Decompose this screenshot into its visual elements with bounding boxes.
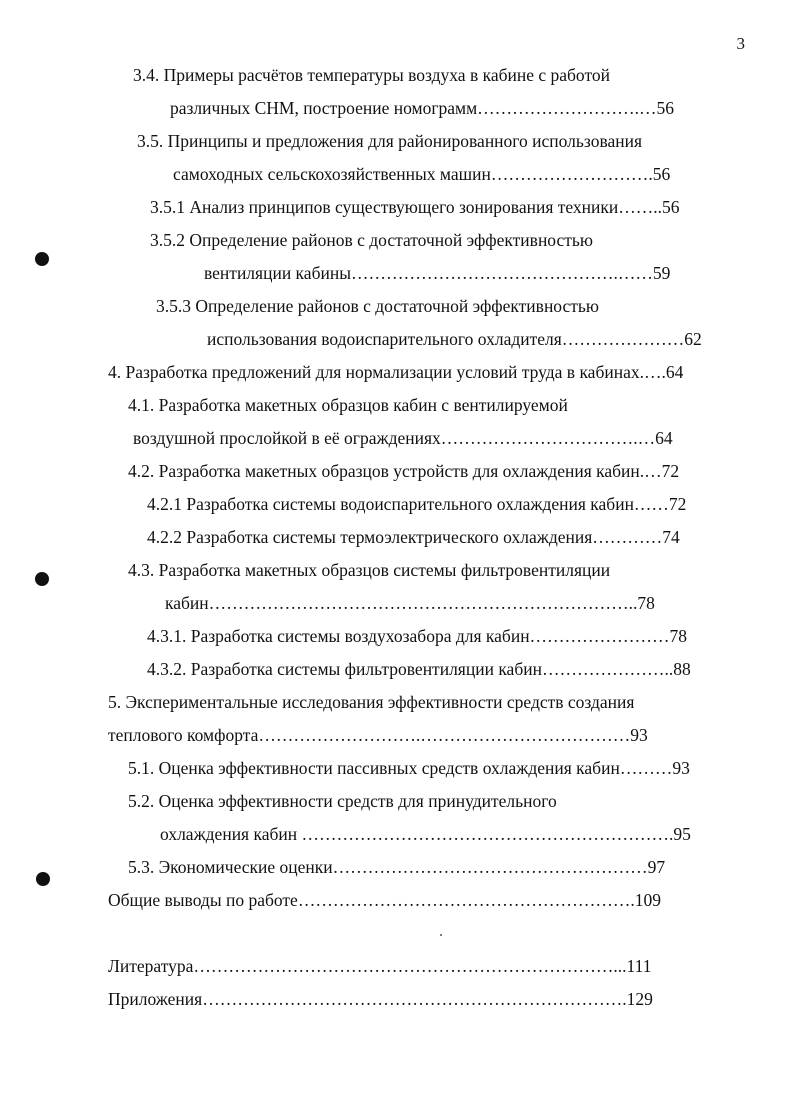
toc-line: 4.3.2. Разработка системы фильтровентиляции кабин…………………..88 [147,659,691,679]
toc-line: 3.5.3 Определение районов с достаточной эффективностью [156,296,599,316]
page-number: 3 [736,34,745,53]
toc-line: 3.4. Примеры расчётов температуры воздуха в кабине с работой [133,65,610,85]
punch-hole-mark [36,872,50,886]
punch-hole-mark [35,252,49,266]
toc-line: 5.3. Экономические оценки………………………………………………97 [128,857,666,877]
toc-line: 4.2. Разработка макетных образцов устройств для охлаждения кабин.…72 [128,461,680,481]
scan-speck [440,934,442,936]
toc-line: 3.5.1 Анализ принципов существующего зонирования техники……..56 [150,197,680,217]
toc-line: охлаждения кабин ……………………………………………………….95 [160,824,691,844]
toc-line: кабин………………………………………………………………..78 [165,593,655,613]
toc-line: Общие выводы по работе………………………………………………….109 [108,890,661,910]
toc-line: 4. Разработка предложений для нормализации условий труда в кабинах.….64 [108,362,684,382]
toc-line: теплового комфорта……………………….………………………………93 [108,725,648,745]
toc-line: 5.2. Оценка эффективности средств для принудительного [128,791,557,811]
toc-line: Литература………………………………………………………………...111 [108,956,652,976]
toc-line: использования водоиспарительного охладителя…………………62 [207,329,702,349]
toc-line: Приложения……………………………………………………………….129 [108,989,653,1009]
toc-line: 4.3. Разработка макетных образцов системы фильтровентиляции [128,560,611,580]
toc-line: 4.2.1 Разработка системы водоиспарительного охлаждения кабин……72 [147,494,687,514]
toc-line: различных СНМ, построение номограмм……………………….…56 [170,98,675,118]
toc-line: вентиляции кабины……………………………………….……59 [204,263,671,283]
punch-hole-mark [35,572,49,586]
toc-line: 3.5. Принципы и предложения для районированного использования [137,131,643,151]
toc-line: самоходных сельскохозяйственных машин……………………….56 [173,164,671,184]
toc-line: 4.2.2 Разработка системы термоэлектрического охлаждения…………74 [147,527,680,547]
toc-line: 3.5.2 Определение районов с достаточной эффективностью [150,230,593,250]
toc-line: воздушной прослойкой в её ограждениях…………………………….…64 [133,428,673,448]
toc-line: 4.1. Разработка макетных образцов кабин с вентилируемой [128,395,568,415]
toc-line: 4.3.1. Разработка системы воздухозабора для кабин……………………78 [147,626,688,646]
toc-line: 5. Экспериментальные исследования эффективности средств создания [108,692,635,712]
toc-line: 5.1. Оценка эффективности пассивных средств охлаждения кабин………93 [128,758,690,778]
